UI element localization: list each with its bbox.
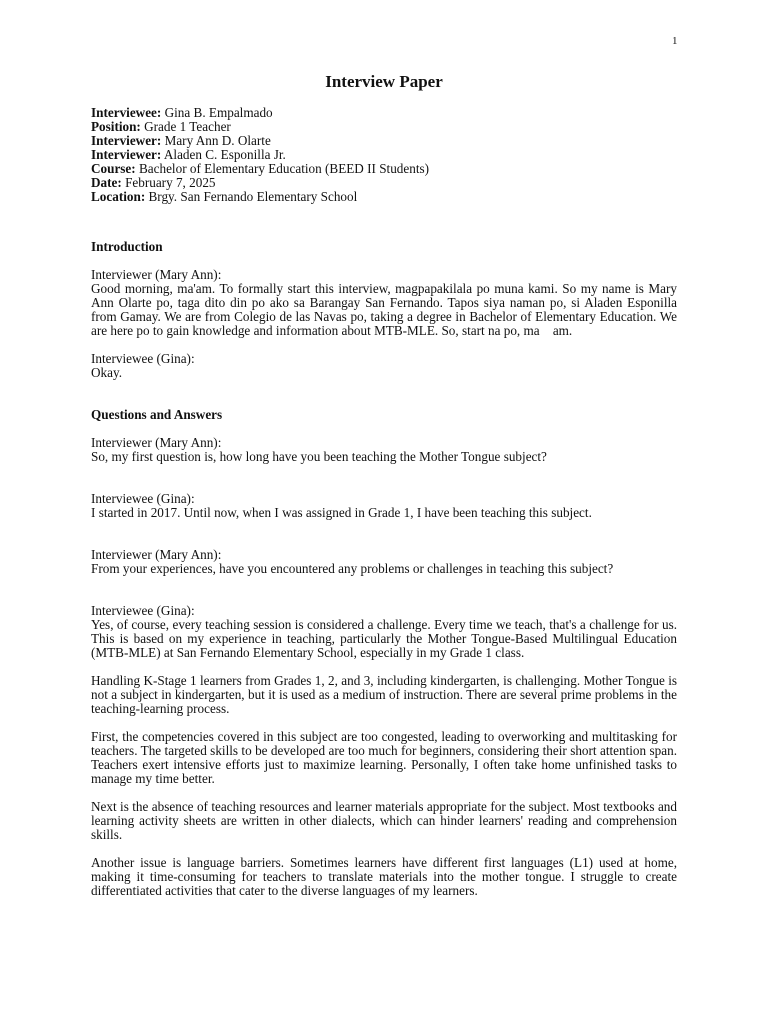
meta-label: Course: bbox=[91, 161, 136, 176]
dialogue-block bbox=[91, 604, 677, 898]
meta-value: Aladen C. Esponilla Jr. bbox=[163, 147, 286, 162]
meta-value: Grade 1 Teacher bbox=[144, 119, 231, 134]
meta-label: Position: bbox=[91, 119, 141, 134]
dialogue-text: First, the competencies covered in this subject are too congested, leading to overworking and multitasking for teachers. The targeted skills to be developed are too much for beginners, considering their short attention span. Teachers exert intensive efforts just to maximize learning. Personally, I often take home unfinished tasks to manage my time better. bbox=[91, 729, 677, 786]
speaker-label: Interviewer (Mary Ann): bbox=[91, 267, 222, 282]
meta-course bbox=[91, 162, 677, 176]
meta-label: Location: bbox=[91, 189, 146, 204]
dialogue-block bbox=[91, 436, 677, 464]
meta-position bbox=[91, 120, 677, 134]
dialogue-text: Good morning, ma'am. To formally start this interview, magpapakilala po muna kami. So my name is Mary Ann Olarte po, taga dito din po ako sa Barangay San Fernando. Tapos siya naman po, si Aladen Esponilla from Gamay. We are from Colegio de las Navas po, taking a degree in Bachelor of Elementary Education. We are here po to gain knowledge and information about MTB-MLE. So, start na po, ma am. bbox=[91, 281, 677, 338]
qa-section bbox=[91, 408, 677, 898]
meta-label: Date: bbox=[91, 175, 122, 190]
meta-interviewer-2 bbox=[91, 148, 677, 162]
meta-value: Brgy. San Fernando Elementary School bbox=[148, 189, 358, 204]
meta-value: Gina B. Empalmado bbox=[164, 105, 273, 120]
dialogue-text: I started in 2017. Until now, when I was assigned in Grade 1, I have been teaching this subject. bbox=[91, 505, 592, 520]
dialogue-text: From your experiences, have you encountered any problems or challenges in teaching this subject? bbox=[91, 561, 614, 576]
speaker-label: Interviewer (Mary Ann): bbox=[91, 435, 222, 450]
introduction-section bbox=[91, 240, 677, 380]
meta-interviewee bbox=[91, 106, 677, 120]
dialogue-text: Okay. bbox=[91, 365, 123, 380]
speaker-label: Interviewer (Mary Ann): bbox=[91, 547, 222, 562]
meta-interviewer-1 bbox=[91, 134, 677, 148]
section-heading-introduction: Introduction bbox=[91, 239, 163, 254]
meta-label: Interviewer: bbox=[91, 133, 162, 148]
dialogue-text: Another issue is language barriers. Sometimes learners have different first languages (L1) used at home, making it time-consuming for teachers to translate materials into the mother tongue. I struggle to create differentiated activities that cater to the diverse languages of my learners. bbox=[91, 855, 677, 898]
meta-label: Interviewee: bbox=[91, 105, 162, 120]
dialogue-block bbox=[91, 548, 677, 576]
meta-value: Mary Ann D. Olarte bbox=[164, 133, 271, 148]
dialogue-block bbox=[91, 268, 677, 338]
dialogue-text: Handling K-Stage 1 learners from Grades 1, 2, and 3, including kindergarten, is challenging. Mother Tongue is not a subject in kindergarten, but it is used as a medium of instruction. There are several prime problems in the teaching-learning process. bbox=[91, 673, 677, 716]
dialogue-text: Yes, of course, every teaching session is considered a challenge. Every time we teach, that's a challenge for us. This is based on my experience in teaching, particularly the Mother Tongue-Based Multilingual Education (MTB-MLE) at San Fernando Elementary School, especially in my Grade 1 class. bbox=[91, 617, 677, 660]
meta-location bbox=[91, 190, 677, 204]
dialogue-text: Next is the absence of teaching resources and learner materials appropriate for the subject. Most textbooks and learning activity sheets are written in other dialects, which can hinder learners' reading and comprehension skills. bbox=[91, 799, 677, 842]
meta-date bbox=[91, 176, 677, 190]
section-heading-qa: Questions and Answers bbox=[91, 407, 223, 422]
speaker-label: Interviewee (Gina): bbox=[91, 491, 195, 506]
dialogue-text: So, my first question is, how long have you been teaching the Mother Tongue subject? bbox=[91, 449, 547, 464]
meta-value: February 7, 2025 bbox=[125, 175, 216, 190]
document-body bbox=[91, 106, 677, 898]
interview-metadata bbox=[91, 106, 677, 204]
speaker-label: Interviewee (Gina): bbox=[91, 351, 195, 366]
dialogue-block bbox=[91, 492, 677, 520]
meta-label: Interviewer: bbox=[91, 147, 162, 162]
document-title: Interview Paper bbox=[325, 72, 443, 91]
meta-value: Bachelor of Elementary Education (BEED II Students) bbox=[138, 161, 430, 176]
page-number: 1 bbox=[672, 35, 678, 47]
speaker-label: Interviewee (Gina): bbox=[91, 603, 195, 618]
dialogue-block bbox=[91, 352, 677, 380]
